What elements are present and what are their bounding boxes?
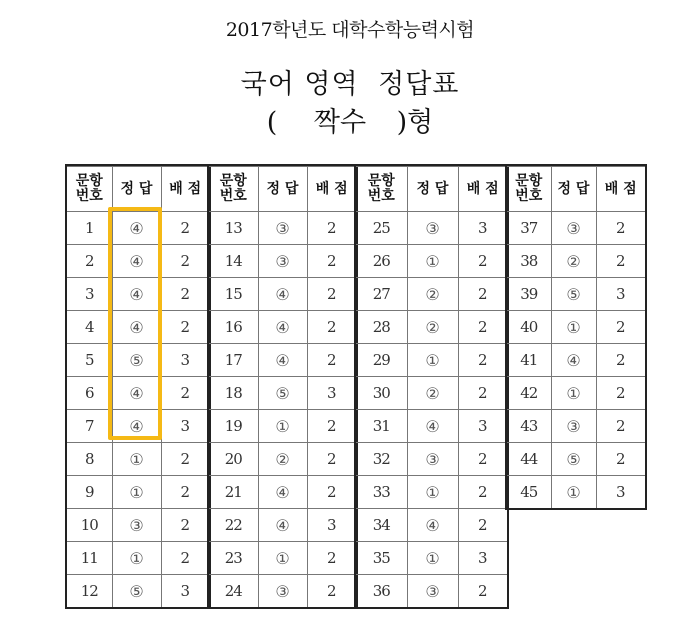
score-value: 2 bbox=[307, 212, 356, 245]
answer-value: ⑤ bbox=[112, 344, 161, 377]
table-row bbox=[356, 575, 507, 608]
question-number: 2 bbox=[67, 245, 112, 278]
question-number: 26 bbox=[356, 245, 407, 278]
answer-value: ④ bbox=[112, 377, 161, 410]
table-row bbox=[507, 311, 645, 344]
question-number: 10 bbox=[67, 509, 112, 542]
answer-value: ④ bbox=[112, 245, 161, 278]
question-number: 16 bbox=[209, 311, 258, 344]
question-number: 14 bbox=[209, 245, 258, 278]
table-row bbox=[356, 509, 507, 542]
score-value: 3 bbox=[161, 344, 209, 377]
header-question-number bbox=[356, 167, 407, 212]
answer-value: ② bbox=[258, 443, 307, 476]
question-number: 21 bbox=[209, 476, 258, 509]
question-number: 34 bbox=[356, 509, 407, 542]
table-row bbox=[356, 212, 507, 245]
header-question-number bbox=[507, 167, 551, 212]
answer-value: ④ bbox=[407, 509, 458, 542]
score-value: 2 bbox=[458, 278, 507, 311]
table-row bbox=[67, 443, 209, 476]
question-number: 37 bbox=[507, 212, 551, 245]
doc-type-label: 정답표 bbox=[378, 69, 460, 100]
question-number: 23 bbox=[209, 542, 258, 575]
table-row bbox=[356, 476, 507, 509]
answer-value: ③ bbox=[258, 245, 307, 278]
question-number: 38 bbox=[507, 245, 551, 278]
score-value: 2 bbox=[307, 443, 356, 476]
header-score: 배 점 bbox=[596, 167, 645, 212]
answer-value: ⑤ bbox=[112, 575, 161, 608]
question-number: 31 bbox=[356, 410, 407, 443]
question-number: 42 bbox=[507, 377, 551, 410]
score-value: 3 bbox=[596, 476, 645, 509]
question-number: 25 bbox=[356, 212, 407, 245]
answer-value: ③ bbox=[258, 212, 307, 245]
score-value: 2 bbox=[307, 278, 356, 311]
question-number: 17 bbox=[209, 344, 258, 377]
question-number: 1 bbox=[67, 212, 112, 245]
answer-value: ① bbox=[112, 476, 161, 509]
header-row bbox=[507, 167, 645, 212]
answer-value: ① bbox=[407, 245, 458, 278]
answer-value: ⑤ bbox=[551, 443, 596, 476]
table-row bbox=[209, 278, 356, 311]
answer-value: ① bbox=[407, 476, 458, 509]
header-question-number bbox=[67, 167, 112, 212]
answer-value: ② bbox=[407, 311, 458, 344]
question-number: 13 bbox=[209, 212, 258, 245]
score-value: 2 bbox=[161, 377, 209, 410]
answer-value: ① bbox=[112, 542, 161, 575]
score-value: 2 bbox=[458, 575, 507, 608]
header-number-line2: 번호 bbox=[515, 188, 543, 204]
answer-value: ④ bbox=[112, 278, 161, 311]
table-row bbox=[507, 344, 645, 377]
question-number: 20 bbox=[209, 443, 258, 476]
question-number: 22 bbox=[209, 509, 258, 542]
answer-value: ④ bbox=[112, 212, 161, 245]
header-score: 배 점 bbox=[161, 167, 209, 212]
question-number: 15 bbox=[209, 278, 258, 311]
score-value: 2 bbox=[307, 245, 356, 278]
question-number: 30 bbox=[356, 377, 407, 410]
score-value: 2 bbox=[596, 245, 645, 278]
question-number: 39 bbox=[507, 278, 551, 311]
table-row bbox=[209, 509, 356, 542]
subject-label: 국어 영역 bbox=[240, 69, 359, 100]
answer-value: ③ bbox=[407, 575, 458, 608]
answer-value: ① bbox=[551, 476, 596, 509]
question-number: 4 bbox=[67, 311, 112, 344]
score-value: 2 bbox=[596, 377, 645, 410]
table-row bbox=[67, 575, 209, 608]
answer-value: ② bbox=[407, 377, 458, 410]
answer-value: ④ bbox=[258, 278, 307, 311]
score-value: 2 bbox=[307, 410, 356, 443]
answer-value: ③ bbox=[551, 212, 596, 245]
header-number-line1: 문항 bbox=[219, 173, 247, 189]
score-value: 2 bbox=[458, 311, 507, 344]
table-row bbox=[356, 443, 507, 476]
table-row bbox=[209, 377, 356, 410]
score-value: 2 bbox=[307, 311, 356, 344]
table-row bbox=[67, 476, 209, 509]
score-value: 2 bbox=[307, 542, 356, 575]
table-row bbox=[507, 410, 645, 443]
answer-value: ③ bbox=[407, 212, 458, 245]
question-number: 36 bbox=[356, 575, 407, 608]
answer-value: ③ bbox=[407, 443, 458, 476]
header-score: 배 점 bbox=[307, 167, 356, 212]
table-row bbox=[507, 443, 645, 476]
exam-title: 2017학년도 대학수학능력시험 bbox=[225, 19, 475, 41]
table-row bbox=[507, 245, 645, 278]
score-value: 2 bbox=[307, 344, 356, 377]
table-row bbox=[356, 344, 507, 377]
score-value: 2 bbox=[458, 476, 507, 509]
table-row bbox=[356, 542, 507, 575]
table-row bbox=[209, 575, 356, 608]
score-value: 2 bbox=[161, 212, 209, 245]
answer-value: ② bbox=[551, 245, 596, 278]
type-suffix: )형 bbox=[396, 107, 434, 138]
score-value: 2 bbox=[161, 509, 209, 542]
score-value: 2 bbox=[161, 278, 209, 311]
question-number: 3 bbox=[67, 278, 112, 311]
score-value: 3 bbox=[458, 542, 507, 575]
score-value: 2 bbox=[596, 344, 645, 377]
answer-value: ④ bbox=[112, 410, 161, 443]
answer-group-2 bbox=[207, 164, 358, 609]
question-number: 18 bbox=[209, 377, 258, 410]
answer-value: ③ bbox=[258, 575, 307, 608]
score-value: 3 bbox=[596, 278, 645, 311]
header-number-line2: 번호 bbox=[219, 188, 247, 204]
score-value: 2 bbox=[161, 245, 209, 278]
question-number: 5 bbox=[67, 344, 112, 377]
table-row bbox=[356, 311, 507, 344]
table-row bbox=[67, 542, 209, 575]
answer-value: ③ bbox=[551, 410, 596, 443]
table-row bbox=[356, 377, 507, 410]
table-row bbox=[356, 410, 507, 443]
question-number: 6 bbox=[67, 377, 112, 410]
table-row bbox=[209, 245, 356, 278]
header-number-line1: 문항 bbox=[367, 173, 395, 189]
answer-value: ④ bbox=[407, 410, 458, 443]
answer-value: ① bbox=[551, 377, 596, 410]
answer-value: ④ bbox=[551, 344, 596, 377]
type-value: 짝수 bbox=[313, 107, 367, 138]
header-answer: 정 답 bbox=[551, 167, 596, 212]
table-row bbox=[209, 212, 356, 245]
score-value: 3 bbox=[307, 377, 356, 410]
score-value: 3 bbox=[458, 410, 507, 443]
score-value: 3 bbox=[161, 410, 209, 443]
table-row bbox=[507, 476, 645, 509]
table-row bbox=[356, 245, 507, 278]
answer-value: ① bbox=[551, 311, 596, 344]
table-row bbox=[209, 311, 356, 344]
answer-value: ① bbox=[407, 344, 458, 377]
question-number: 19 bbox=[209, 410, 258, 443]
score-value: 2 bbox=[161, 443, 209, 476]
answer-value: ① bbox=[258, 542, 307, 575]
score-value: 2 bbox=[458, 377, 507, 410]
header-number-line1: 문항 bbox=[515, 173, 543, 189]
question-number: 41 bbox=[507, 344, 551, 377]
header-score: 배 점 bbox=[458, 167, 507, 212]
score-value: 2 bbox=[458, 245, 507, 278]
score-value: 3 bbox=[161, 575, 209, 608]
table-row bbox=[507, 377, 645, 410]
answer-value: ④ bbox=[112, 311, 161, 344]
exam-type-line bbox=[0, 100, 700, 139]
answer-value: ① bbox=[258, 410, 307, 443]
type-paren-open: ( bbox=[266, 107, 278, 138]
score-value: 2 bbox=[596, 212, 645, 245]
score-value: 2 bbox=[161, 311, 209, 344]
table-row bbox=[209, 410, 356, 443]
header-answer: 정 답 bbox=[258, 167, 307, 212]
header-answer: 정 답 bbox=[407, 167, 458, 212]
question-number: 40 bbox=[507, 311, 551, 344]
answer-value: ④ bbox=[258, 311, 307, 344]
score-value: 3 bbox=[307, 509, 356, 542]
table-row bbox=[356, 278, 507, 311]
answer-value: ⑤ bbox=[551, 278, 596, 311]
table-row bbox=[507, 278, 645, 311]
question-number: 29 bbox=[356, 344, 407, 377]
main-title bbox=[0, 62, 700, 101]
question-number: 32 bbox=[356, 443, 407, 476]
answer-value: ① bbox=[407, 542, 458, 575]
header-row bbox=[209, 167, 356, 212]
question-number: 35 bbox=[356, 542, 407, 575]
question-number: 27 bbox=[356, 278, 407, 311]
question-number: 12 bbox=[67, 575, 112, 608]
answer-value: ④ bbox=[258, 344, 307, 377]
answer-group-4 bbox=[505, 164, 647, 510]
answer-value: ② bbox=[407, 278, 458, 311]
table-row bbox=[209, 344, 356, 377]
score-value: 2 bbox=[458, 509, 507, 542]
answer-value: ① bbox=[112, 443, 161, 476]
question-number: 45 bbox=[507, 476, 551, 509]
question-number: 44 bbox=[507, 443, 551, 476]
table-row bbox=[209, 476, 356, 509]
header-row bbox=[67, 167, 209, 212]
question-number: 28 bbox=[356, 311, 407, 344]
question-number: 24 bbox=[209, 575, 258, 608]
question-number: 33 bbox=[356, 476, 407, 509]
header-number-line2: 번호 bbox=[367, 188, 395, 204]
score-value: 2 bbox=[596, 311, 645, 344]
answer-value: ④ bbox=[258, 476, 307, 509]
table-row bbox=[67, 509, 209, 542]
header-question-number bbox=[209, 167, 258, 212]
score-value: 2 bbox=[161, 542, 209, 575]
score-value: 2 bbox=[596, 443, 645, 476]
answer-value: ⑤ bbox=[258, 377, 307, 410]
score-value: 2 bbox=[596, 410, 645, 443]
table-row bbox=[209, 542, 356, 575]
score-value: 2 bbox=[161, 476, 209, 509]
answer-group-3 bbox=[354, 164, 509, 609]
question-number: 8 bbox=[67, 443, 112, 476]
header-answer: 정 답 bbox=[112, 167, 161, 212]
question-number: 7 bbox=[67, 410, 112, 443]
score-value: 2 bbox=[307, 575, 356, 608]
header-row bbox=[356, 167, 507, 212]
table-row bbox=[507, 212, 645, 245]
score-value: 2 bbox=[458, 344, 507, 377]
question-number: 43 bbox=[507, 410, 551, 443]
table-row bbox=[209, 443, 356, 476]
header-number-line1: 문항 bbox=[75, 173, 103, 189]
score-value: 2 bbox=[307, 476, 356, 509]
answer-value: ③ bbox=[112, 509, 161, 542]
question-number: 9 bbox=[67, 476, 112, 509]
score-value: 3 bbox=[458, 212, 507, 245]
score-value: 2 bbox=[458, 443, 507, 476]
question-number: 11 bbox=[67, 542, 112, 575]
header-number-line2: 번호 bbox=[75, 188, 103, 204]
answer-highlight-box bbox=[108, 207, 162, 440]
answer-value: ④ bbox=[258, 509, 307, 542]
